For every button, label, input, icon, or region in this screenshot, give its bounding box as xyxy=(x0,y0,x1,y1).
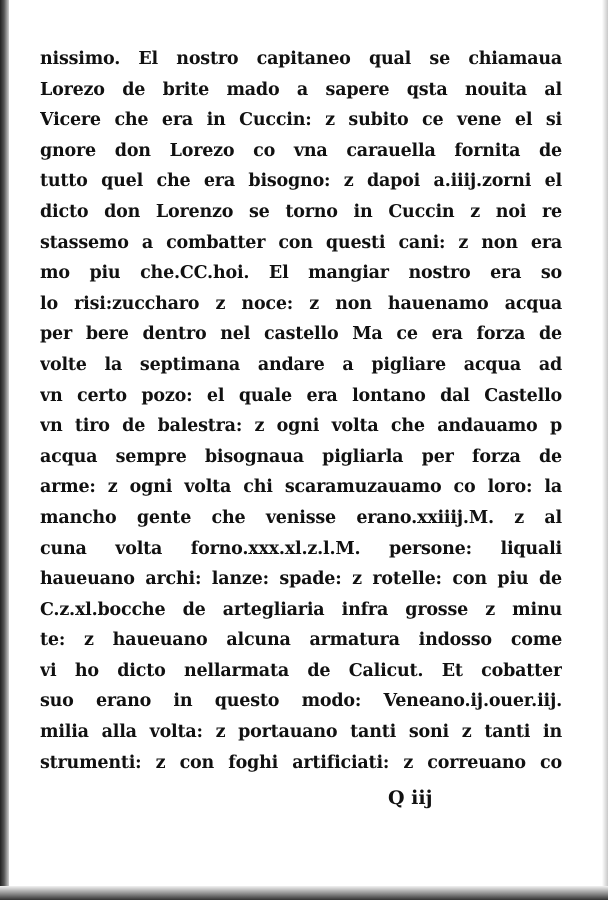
text-line-19: C.z.xl.bocche de artegliaria infra grosse z minu xyxy=(40,599,562,620)
text-line-22: suo erano in questo modo: Veneano.ij.ouer.iij. xyxy=(40,691,562,712)
text-line-1: nissimo. El nostro capitaneo qual se chiamaua xyxy=(40,49,562,69)
signature-mark: Q iij xyxy=(388,787,433,809)
text-line-6: dicto don Lorenzo se torno in Cuccin z noi re xyxy=(40,201,562,222)
printed-text-block xyxy=(40,44,562,778)
text-line-24: strumenti: z con foghi artificiati: z correuano co xyxy=(40,752,562,773)
text-line-4: gnore don Lorezo co vna carauella fornita de xyxy=(40,140,562,161)
text-line-13: vn tiro de balestra: z ogni volta che andauamo p xyxy=(40,416,562,437)
text-line-16: mancho gente che venisse erano.xxiiij.M. z al xyxy=(40,507,562,528)
text-line-23: milia alla volta: z portauano tanti soni z tanti in xyxy=(40,722,562,743)
text-line-21: vi ho dicto nellarmata de Calicut. Et cobatter xyxy=(40,660,562,681)
text-line-3: Vicere che era in Cuccin: z subito ce vene el si xyxy=(40,110,562,131)
text-line-12: vn certo pozo: el quale era lontano dal Castello xyxy=(40,385,562,406)
text-line-11: volte la septimana andare a pigliare acqua ad xyxy=(40,354,562,375)
text-line-17: cuna volta forno.xxx.xl.z.l.M. persone: liquali xyxy=(40,538,562,559)
page-edge-left xyxy=(0,0,9,900)
text-line-2: Lorezo de brite mado a sapere qsta nouita al xyxy=(40,79,562,100)
text-line-9: lo risi:zuccharo z noce: z non hauenamo acqua xyxy=(40,293,562,314)
text-line-10: per bere dentro nel castello Ma ce era forza de xyxy=(40,324,562,345)
text-line-5: tutto quel che era bisogno: z dapoi a.iiij.zorni el xyxy=(40,171,562,192)
text-line-7: stassemo a combatter con questi cani: z non era xyxy=(40,232,562,253)
page-edge-right xyxy=(602,0,608,900)
page-edge-bottom xyxy=(0,886,608,900)
text-line-15: arme: z ogni volta chi scaramuzauamo co loro: la xyxy=(40,477,562,498)
text-line-18: haueuano archi: lanze: spade: z rotelle: con piu de xyxy=(40,569,562,590)
text-line-14: acqua sempre bisognaua pigliarla per forza de xyxy=(40,446,562,467)
text-line-8: mo piu che.CC.hoi. El mangiar nostro era so xyxy=(40,263,562,284)
text-line-20: te: z haueuano alcuna armatura indosso come xyxy=(40,630,562,651)
